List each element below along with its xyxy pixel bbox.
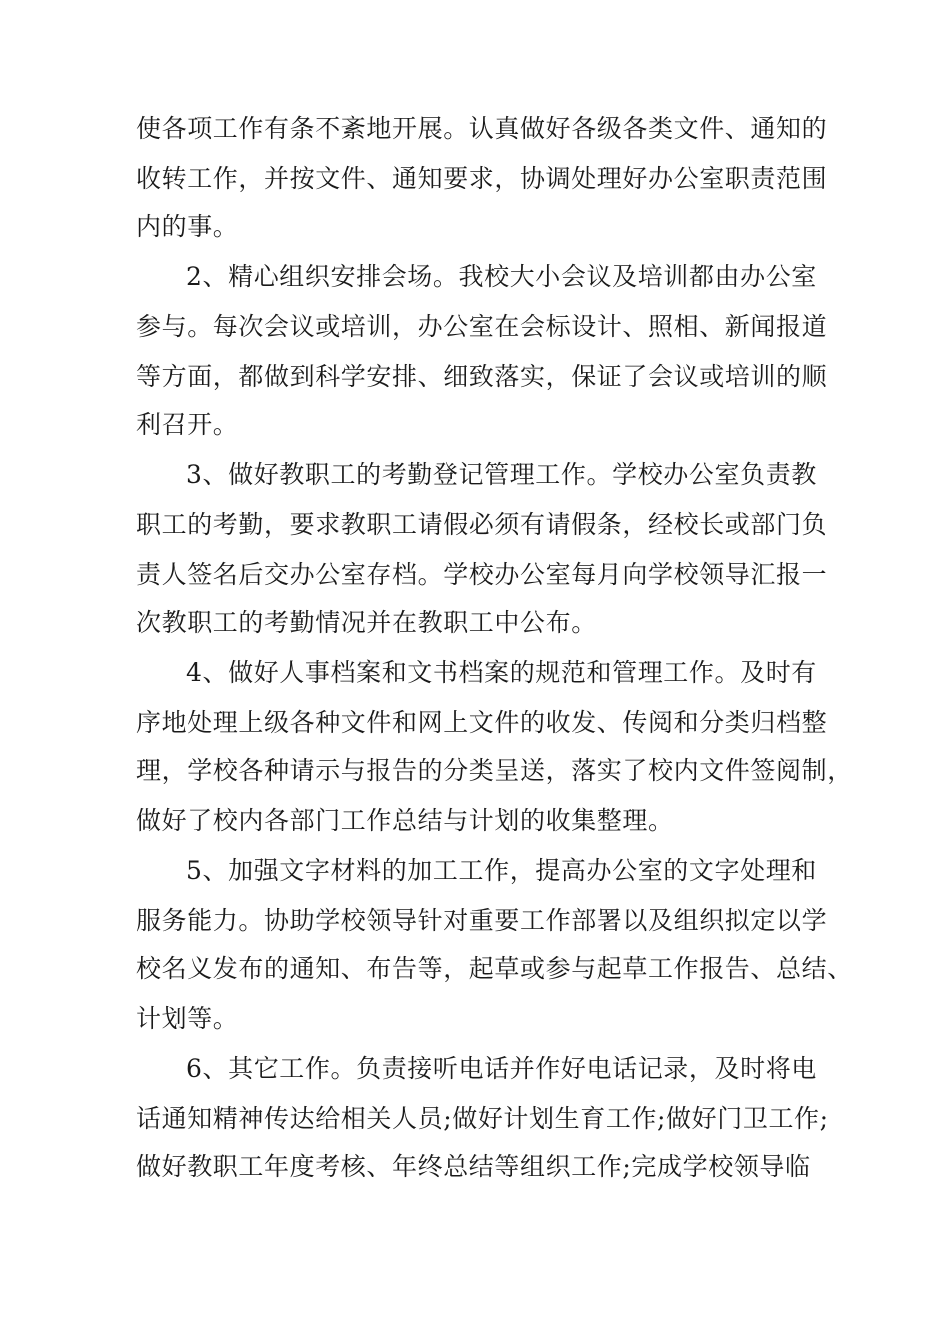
text-line: 职工的考勤，要求教职工请假必须有请假条，经校长或部门负 bbox=[136, 510, 828, 539]
text-line: 参与。每次会议或培训，办公室在会标设计、照相、新闻报道 bbox=[136, 312, 828, 341]
text-line: 理，学校各种请示与报告的分类呈送，落实了校内文件签阅制， bbox=[136, 756, 853, 785]
text-line: 责人签名后交办公室存档。学校办公室每月向学校领导汇报一 bbox=[136, 560, 828, 589]
text-line: 收转工作，并按文件、通知要求，协调处理好办公室职责范围 bbox=[136, 164, 828, 193]
text-line: 使各项工作有条不紊地开展。认真做好各级各类文件、通知的 bbox=[136, 114, 828, 143]
text-line: 服务能力。协助学校领导针对重要工作部署以及组织拟定以学 bbox=[136, 906, 828, 935]
text-line: 做好教职工年度考核、年终总结等组织工作;完成学校领导临 bbox=[136, 1152, 811, 1181]
paragraph-first-line: 2、精心组织安排会场。我校大小会议及培训都由办公室 bbox=[186, 262, 817, 291]
text-line: 等方面，都做到科学安排、细致落实，保证了会议或培训的顺 bbox=[136, 362, 828, 391]
text-line: 做好了校内各部门工作总结与计划的收集整理。 bbox=[136, 806, 674, 835]
text-line: 话通知精神传达给相关人员;做好计划生育工作;做好门卫工作; bbox=[136, 1104, 829, 1133]
paragraph-first-line: 5、加强文字材料的加工工作，提高办公室的文字处理和 bbox=[186, 856, 817, 885]
text-line: 计划等。 bbox=[136, 1004, 239, 1033]
paragraph-first-line: 6、其它工作。负责接听电话并作好电话记录，及时将电 bbox=[186, 1054, 817, 1083]
text-line: 利召开。 bbox=[136, 410, 239, 439]
text-line: 次教职工的考勤情况并在教职工中公布。 bbox=[136, 608, 597, 637]
text-line: 序地处理上级各种文件和网上文件的收发、传阅和分类归档整 bbox=[136, 708, 828, 737]
paragraph-first-line: 3、做好教职工的考勤登记管理工作。学校办公室负责教 bbox=[186, 460, 817, 489]
text-line: 内的事。 bbox=[136, 212, 239, 241]
paragraph-first-line: 4、做好人事档案和文书档案的规范和管理工作。及时有 bbox=[186, 658, 817, 687]
text-line: 校名义发布的通知、布告等，起草或参与起草工作报告、总结、 bbox=[136, 954, 853, 983]
